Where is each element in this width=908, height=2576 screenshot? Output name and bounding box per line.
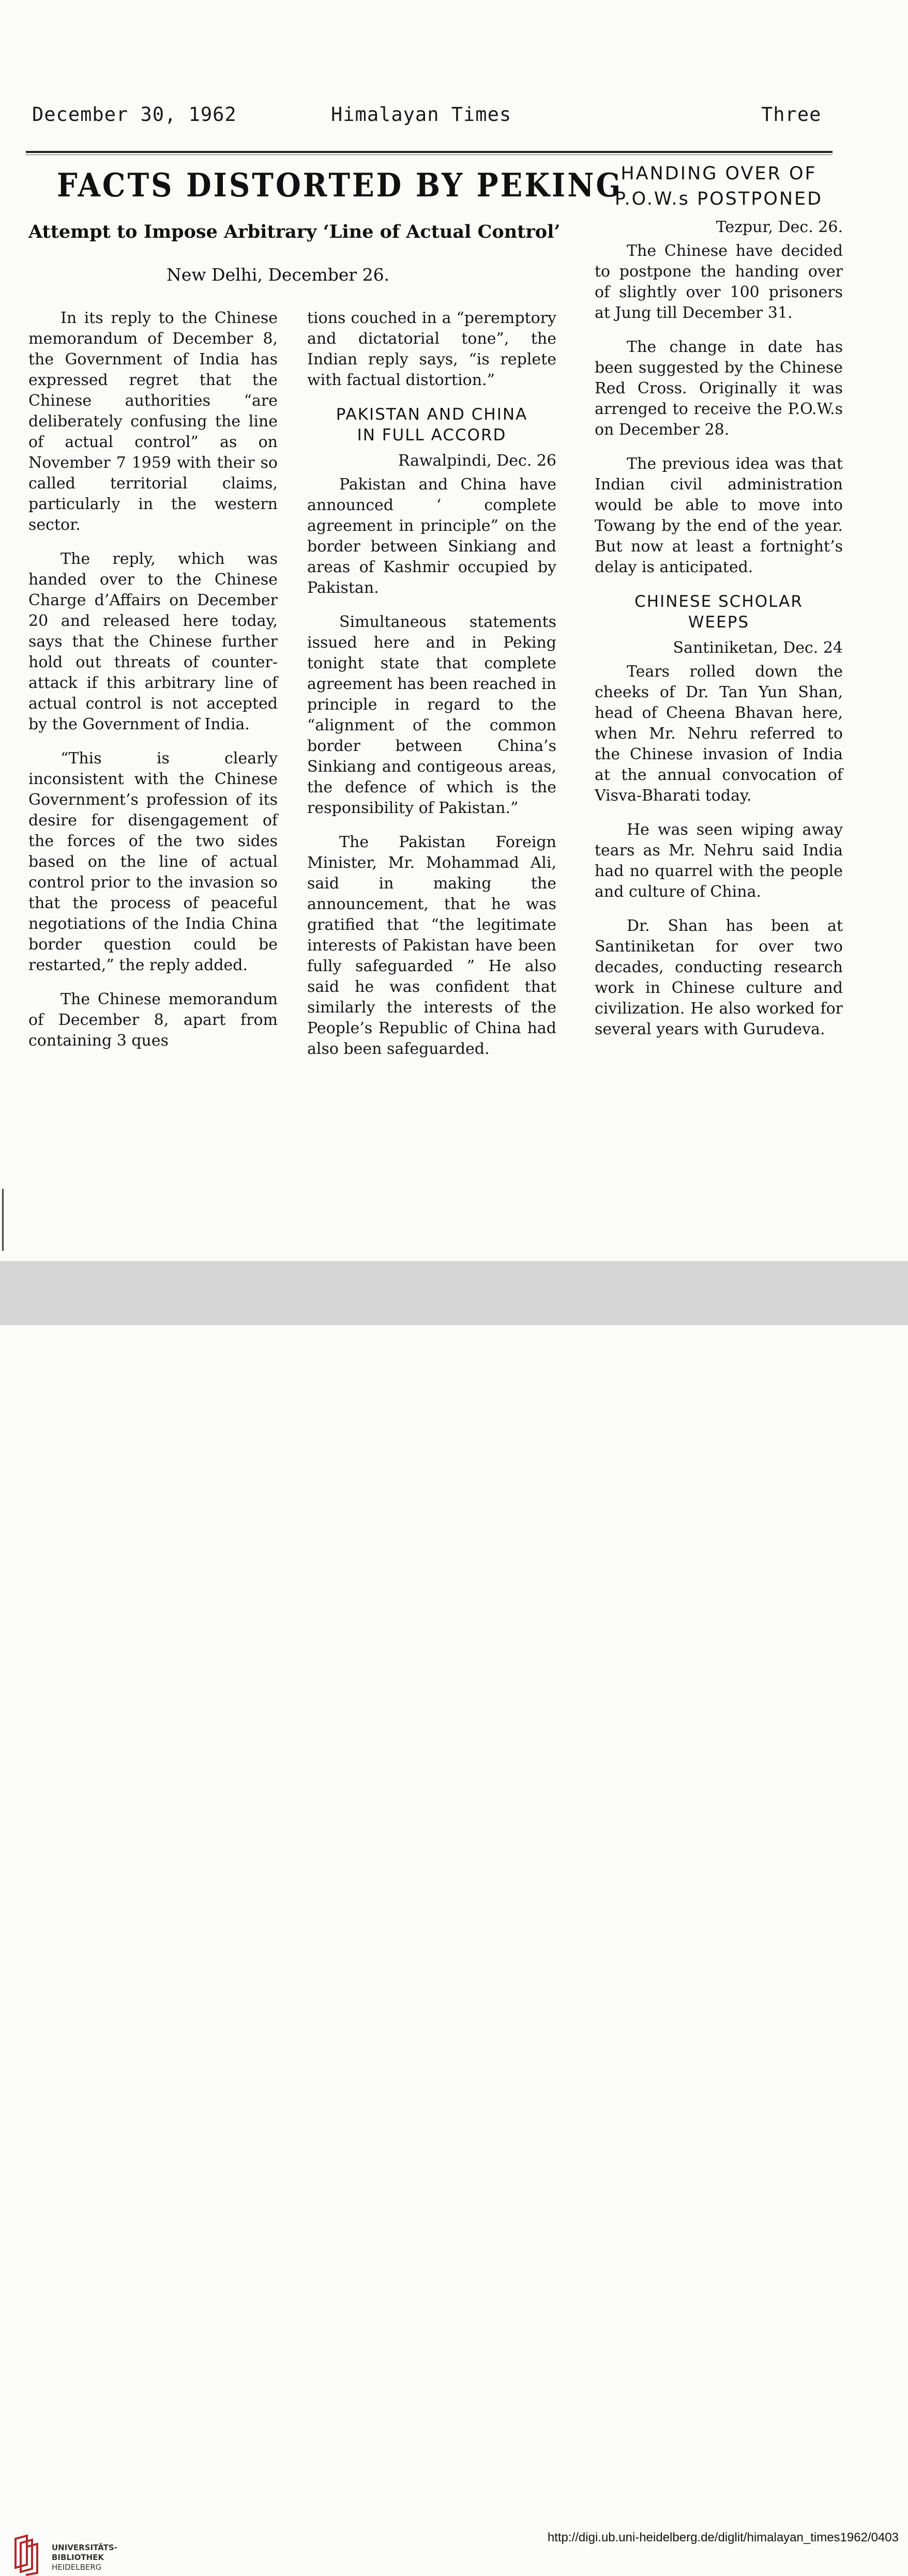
library-logo-icon[interactable] <box>11 2534 41 2576</box>
article-paragraph: The reply, which was handed over to the Chinese Charge d’Affairs on December 20 and released here today, says that the Chinese further hold out threats of counter-attack if this arbitrary line of actual control is not accepted by the Government of India. <box>28 550 278 733</box>
article-paragraph: Pakistan and China have announced ‘ complete agreement in principle” on the border between Sinkiang and areas of Kashmir occupied by Pakistan. <box>307 476 556 597</box>
main-subheadline: Attempt to Impose Arbitrary ‘Line of Actual Control’ <box>28 221 561 242</box>
pow-story-heading <box>595 161 843 212</box>
pakistan-dateline: Rawalpindi, Dec. 26 <box>398 452 556 470</box>
digitization-footer <box>0 1261 908 2572</box>
newspaper-page <box>0 0 908 1261</box>
library-name-line-1: UNIVERSITÄTS- <box>52 2543 117 2552</box>
running-head-paper-name: Himalayan Times <box>331 103 512 126</box>
pow-dateline: Tezpur, Dec. 26. <box>716 218 843 236</box>
scholar-heading-line-2: WEEPS <box>688 613 750 632</box>
running-head-date: December 30, 1962 <box>32 103 237 126</box>
running-head-page-number: Three <box>761 103 822 126</box>
article-paragraph: He was seen wiping away tears as Mr. Nehru said India had no quarrel with the people and culture of China. <box>595 821 843 901</box>
article-paragraph: In its reply to the Chinese memorandum of December 8, the Government of India has expressed regret that the Chinese authorities “are deliberately confusing the line of actual control” as on November 7 1959 with their so called territorial claims, particularly in the western sector. <box>28 309 278 534</box>
article-paragraph: The Pakistan Foreign Minister, Mr. Mohammad Ali, said in making the announcement, that he was gratified that “the legitimate interests of Pakistan have been fully safeguarded ” He also said he was confident that similarly the interests of the People’s Republic of China had also been safeguarded. <box>307 833 556 1058</box>
pakistan-heading-line-2: IN FULL ACCORD <box>357 426 507 444</box>
article-paragraph: The previous idea was that Indian civil administration would be able to move into Towang by the end of the year. But now at least a fortnight’s delay is anticipated. <box>595 455 843 576</box>
library-name-line-3: HEIDELBERG <box>52 2563 102 2572</box>
pakistan-heading-line-1: PAKISTAN AND CHINA <box>336 405 528 424</box>
article-paragraph: The Chinese memorandum of December 8, apart from containing 3 ques <box>28 990 278 1050</box>
pow-heading-line-1: HANDING OVER OF <box>621 163 817 184</box>
scholar-dateline: Santiniketan, Dec. 24 <box>673 639 843 657</box>
pakistan-story-heading <box>307 404 556 446</box>
column-3 <box>595 161 843 1053</box>
main-story-continuation: tions couched in a “peremptory and dictatorial tone”, the Indian reply says, “is replete with factual distortion.” <box>307 309 556 389</box>
article-paragraph: Simultaneous statements issued here and in Peking tonight state that complete agreement has been reached in principle in regard to the “alignment of the common border between China’s Sinkiang and contigeous areas, the defence of which is the responsibility of Pakistan.” <box>307 613 556 817</box>
scholar-heading-line-1: CHINESE SCHOLAR <box>634 592 803 611</box>
article-paragraph: The Chinese have decided to postpone the handing over of slightly over 100 prisoners at Jung till December 31. <box>595 242 843 322</box>
article-paragraph: Tears rolled down the cheeks of Dr. Tan Yun Shan, head of Cheena Bhavan here, when Mr. Nehru referred to the Chinese invasion of India at the annual convocation of Visva-Bharati today. <box>595 663 843 805</box>
column-2 <box>307 308 556 1073</box>
header-rule <box>26 151 833 153</box>
scan-edge-mark <box>2 1189 4 1251</box>
pow-heading-line-2: P.O.W.s POSTPONED <box>614 189 823 209</box>
main-dateline: New Delhi, December 26. <box>167 265 390 285</box>
article-paragraph: Dr. Shan has been at Santiniketan for over two decades, conducting research work in Chinese culture and civilization. He also worked for several years with Gurudeva. <box>595 917 843 1038</box>
article-paragraph: The change in date has been suggested by the Chinese Red Cross. Originally it was arrenged to receive the P.O.W.s on December 28. <box>595 338 843 439</box>
scholar-story-heading <box>595 591 843 633</box>
permalink-url[interactable]: http://digi.ub.uni-heidelberg.de/diglit/himalayan_times1962/0403 <box>547 2531 899 2544</box>
library-name-line-2: BIBLIOTHEK <box>52 2553 104 2562</box>
article-paragraph: “This is clearly inconsistent with the Chinese Government’s profession of its desire for disengagement of the forces of the two sides based on the line of actual control prior to the invasion so that the process of peaceful negotiations of the India China border question could be restarted,” the reply added. <box>28 749 278 974</box>
library-name[interactable] <box>52 2543 117 2572</box>
main-headline: FACTS DISTORTED BY PEKING <box>57 166 623 205</box>
main-story-column-1 <box>28 308 278 1065</box>
